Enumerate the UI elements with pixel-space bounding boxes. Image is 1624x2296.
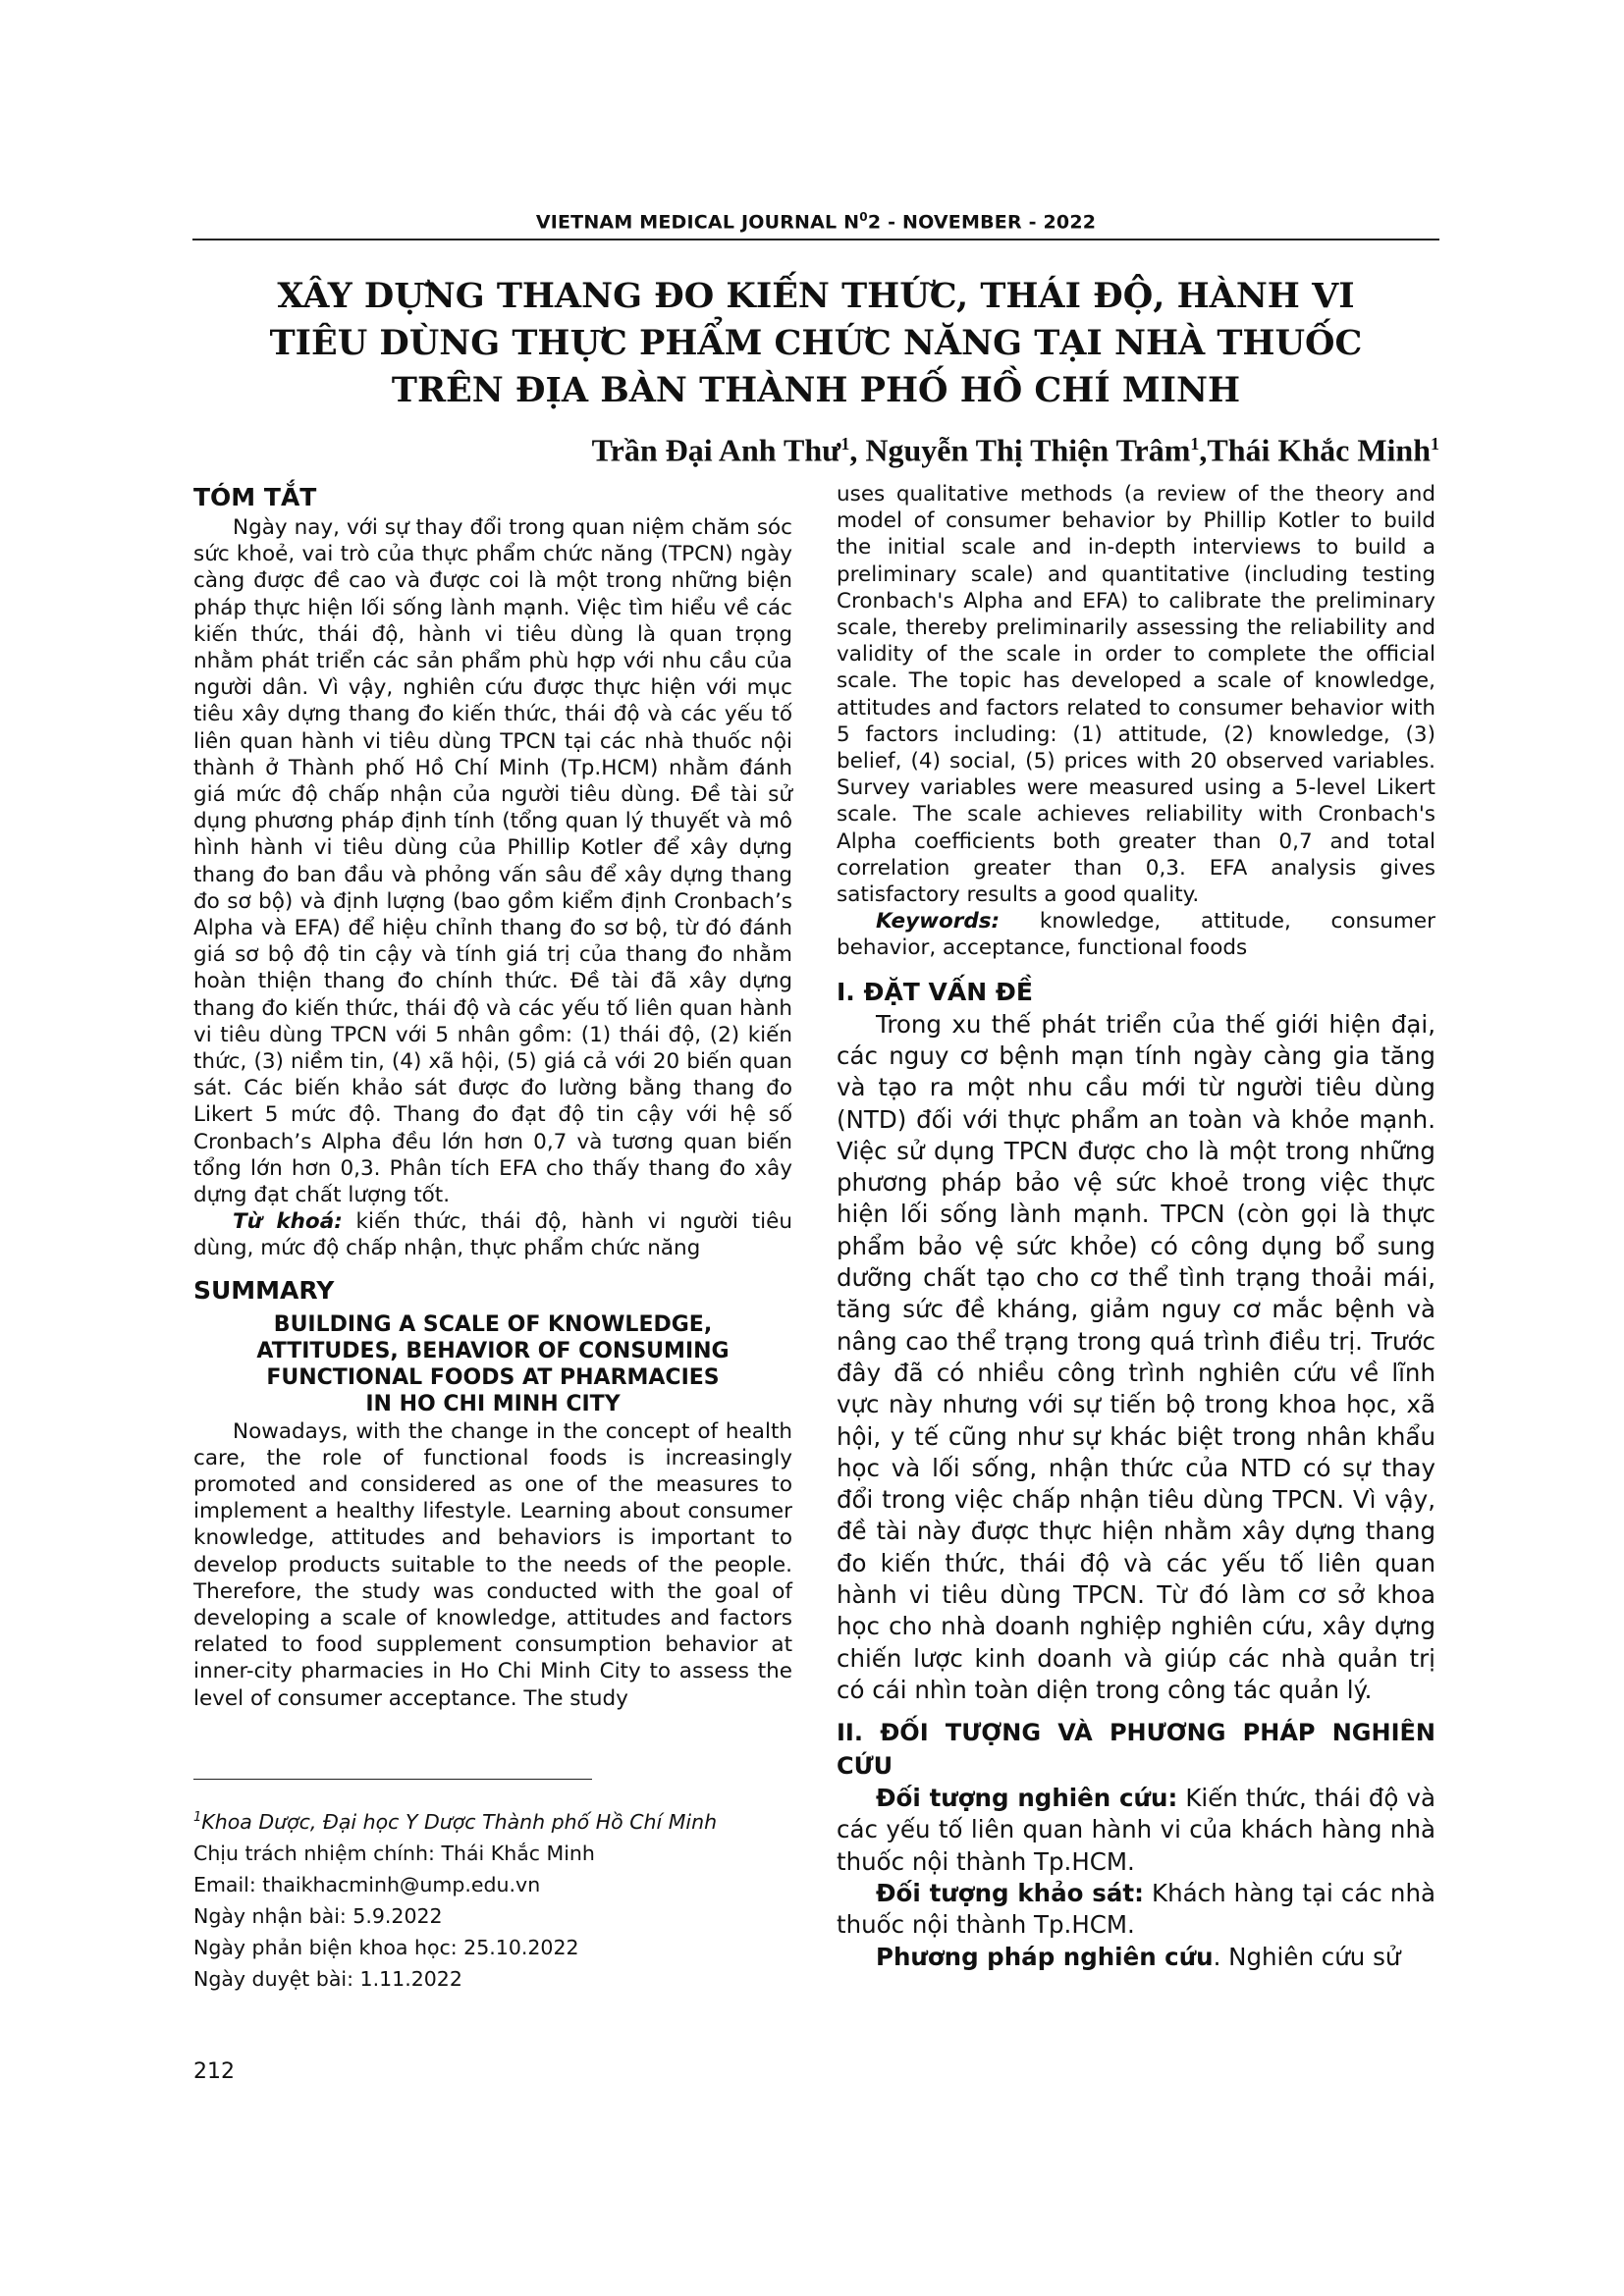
section-1-body: Trong xu thế phát triển của thế giới hiện đại, các nguy cơ bệnh mạn tính ngày càng gia tăng và tạo ra một nhu cầu mới từ người tiêu dùng (NTD) đối với thực phẩm an toàn và khỏe mạnh. Việc sử dụng TPCN được cho là một trong những phương pháp bảo vệ sức khoẻ trong việc thực hiện lối sống lành mạnh. TPCN (còn gọi là thực phẩm bảo vệ sức khỏe) có công dụng bổ sung dưỡng chất tạo cho cơ thể tình trạng thoải mái, tăng sức đề kháng, giảm nguy cơ mắc bệnh và nâng cao thể trạng trong quá trình điều trị. Trước đây đã có nhiều công trình nghiên cứu về lĩnh vực này nhưng với sự tiến bộ trong khoa học, xã hội, y tế cũng như sự khác biệt trong nhân khẩu học và lối sống, nhận thức của NTD có sự thay đổi trong việc chấp nhận tiêu dùng TPCN. Vì vậy, đề tài này được thực hiện nhằm xây dựng thang đo kiến thức, thái độ và các yếu tố liên quan hành vi tiêu dùng TPCN. Từ đó làm cơ sở khoa học cho nhà doanh nghiệp nghiên cứu, xây dựng chiến lược kinh doanh và giúp các nhà quản trị có cái nhìn toàn diện trong công tác quản lý. <box>837 1009 1435 1704</box>
journal-name: VIETNAM MEDICAL JOURNAL N <box>535 211 860 234</box>
section-1-heading: I. ĐẶT VẤN ĐỀ <box>837 977 1033 1006</box>
summary-title <box>193 1311 792 1418</box>
paragraph-label: Phương pháp nghiên cứu <box>876 1942 1214 1971</box>
summary-title-line: IN HO CHI MINH CITY <box>365 1392 621 1417</box>
summary-title-line: ATTITUDES, BEHAVIOR OF CONSUMING <box>256 1338 730 1363</box>
footnote-affiliation <box>193 1802 802 1838</box>
paragraph-label: Đối tượng nghiên cứu: <box>876 1784 1178 1813</box>
abstract-vi-body: Ngày nay, với sự thay đổi trong quan niệm chăm sóc sức khoẻ, vai trò của thực phẩm chức năng (TPCN) ngày càng được đề cao và được coi là một trong những biện pháp thực hiện lối sống lành mạnh. Việc tìm hiểu về các kiến thức, thái độ, hành vi tiêu dùng là quan trọng nhằm phát triển các sản phẩm phù hợp với nhu cầu của người dân. Vì vậy, nghiên cứu được thực hiện với mục tiêu xây dựng thang đo kiến thức, thái độ và các yếu tố liên quan hành vi tiêu dùng TPCN tại các nhà thuốc nội thành ở Thành phố Hồ Chí Minh (Tp.HCM) nhằm đánh giá mức độ chấp nhận của người tiêu dùng. Đề tài sử dụng phương pháp định tính (tổng quan lý thuyết và mô hình hành vi tiêu dùng của Phillip Kotler để xây dựng thang đo ban đầu và phỏng vấn sâu để xây dựng thang đo sơ bộ) và định lượng (bao gồm kiểm định Cronbach’s Alpha và EFA) để hiệu chỉnh thang đo sơ bộ, từ đó đánh giá sơ bộ độ tin cậy và tính giá trị của thang đo nhằm hoàn thiện thang đo chính thức. Đề tài đã xây dựng thang đo kiến thức, thái độ và các yếu tố liên quan hành vi tiêu dùng TPCN với 5 nhân gồm: (1) thái độ, (2) kiến thức, (3) niềm tin, (4) xã hội, (5) giá cả với 20 biến quan sát. Các biến khảo sát được đo lường bằng thang đo Likert 5 mức độ. Thang đo đạt độ tin cậy với hệ số Cronbach’s Alpha đều lớn hơn 0,7 và tương quan biến tổng lớn hơn 0,3. Phân tích EFA cho thấy thang đo xây dựng đạt chất lượng tốt. <box>193 515 792 1208</box>
title-line: TIÊU DÙNG THỰC PHẨM CHỨC NĂNG TẠI NHÀ THUỐC <box>269 323 1363 363</box>
method-paragraph <box>837 1942 1435 1973</box>
paragraph-text: . Nghiên cứu sử <box>1213 1942 1401 1971</box>
abstract-vi-heading: TÓM TẮT <box>193 483 317 511</box>
author-affiliation: 1 <box>1431 434 1439 454</box>
page-number: 212 <box>193 2059 235 2084</box>
issue-superscript: 0 <box>859 210 868 224</box>
running-header <box>192 210 1439 233</box>
survey-subject-paragraph <box>837 1878 1435 1942</box>
keywords-label: Từ khoá: <box>233 1209 343 1235</box>
affiliation-superscript: 1 <box>193 1810 202 1825</box>
summary-keywords <box>837 908 1435 961</box>
abstract-vi-keywords <box>193 1208 792 1261</box>
paragraph-text: Khách hàng tại các nhà thuốc nội thành Tp.HCM. <box>837 1879 1435 1940</box>
study-subject-paragraph <box>837 1783 1435 1878</box>
footnote-responsible: Chịu trách nhiệm chính: Thái Khắc Minh <box>193 1841 595 1865</box>
footnote-received: Ngày nhận bài: 5.9.2022 <box>193 1903 443 1928</box>
summary-body-part1: Nowadays, with the change in the concept of health care, the role of functional foods is increasingly promoted and considered as one of the measures to implement a healthy lifestyle. Learning about consumer knowledge, attitudes and behaviors is important to develop products suitable to the needs of the people. Therefore, the study was conducted with the goal of developing a scale of knowledge, attitudes and factors related to food supplement consumption behavior at inner-city pharmacies in Ho Chi Minh City to assess the level of consumer acceptance. The study <box>193 1418 792 1711</box>
paragraph-text: Kiến thức, thái độ và các yếu tố liên quan hành vi của khách hàng nhà thuốc nội thành Tp.HCM. <box>837 1784 1435 1876</box>
footnote-rule <box>193 1779 592 1780</box>
footnote-accepted: Ngày duyệt bài: 1.11.2022 <box>193 1966 462 1991</box>
footnote-reviewed: Ngày phản biện khoa học: 25.10.2022 <box>193 1935 579 1959</box>
title-line: TRÊN ĐỊA BÀN THÀNH PHỐ HỒ CHÍ MINH <box>391 370 1241 410</box>
summary-body-part2: uses qualitative methods (a review of the theory and model of consumer behavior by Phillip Kotler to build the initial scale and in-depth interviews to build a preliminary scale) and quantitative (including testing Cronbach's Alpha and EFA) to calibrate the preliminary scale, thereby preliminarily assessing the reliability and validity of the scale in order to complete the official scale. The topic has developed a scale of knowledge, attitudes and factors related to consumer behavior with 5 factors including: (1) attitude, (2) knowledge, (3) belief, (4) social, (5) prices with 20 observed variables. Survey variables were measured using a 5-level Likert scale. The scale achieves reliability with Cronbach's Alpha coefficients both greater than 0,7 and total correlation greater than 0,3. EFA analysis gives satisfactory results a good quality. <box>837 482 1435 908</box>
summary-heading: SUMMARY <box>193 1275 335 1305</box>
keywords-text: knowledge, attitude, consumer behavior, acceptance, functional foods <box>837 909 1435 961</box>
paragraph-label: Đối tượng khảo sát: <box>876 1879 1144 1908</box>
footnotes <box>193 1802 802 1995</box>
author-name: Trần Đại Anh Thư <box>591 432 841 468</box>
issue-date: 2 - NOVEMBER - 2022 <box>867 211 1097 234</box>
author-list <box>192 424 1439 470</box>
right-column <box>837 481 1435 1973</box>
article-title <box>192 273 1439 414</box>
header-rule <box>192 239 1439 240</box>
author-name: Thái Khắc Minh <box>1207 432 1431 468</box>
author-separator: , <box>849 432 866 468</box>
keywords-label: Keywords: <box>876 909 1001 934</box>
summary-title-line: BUILDING A SCALE OF KNOWLEDGE, <box>273 1311 713 1337</box>
summary-title-line: FUNCTIONAL FOODS AT PHARMACIES <box>266 1365 720 1391</box>
footnote-email: Email: thaikhacminh@ump.edu.vn <box>193 1872 541 1896</box>
author-affiliation: 1 <box>840 434 850 454</box>
left-column <box>193 481 792 1712</box>
title-line: XÂY DỰNG THANG ĐO KIẾN THỨC, THÁI ĐỘ, HÀNH VI <box>277 276 1355 316</box>
author-name: Nguyễn Thị Thiện Trâm <box>865 432 1191 468</box>
affiliation-text: Khoa Dược, Đại học Y Dược Thành phố Hồ Chí Minh <box>201 1809 718 1834</box>
section-2-heading: II. ĐỐI TƯỢNG VÀ PHƯƠNG PHÁP NGHIÊN CỨU <box>837 1719 1435 1781</box>
author-separator: , <box>1199 432 1208 468</box>
author-affiliation: 1 <box>1190 434 1200 454</box>
keywords-text: kiến thức, thái độ, hành vi người tiêu dùng, mức độ chấp nhận, thực phẩm chức năng <box>193 1209 792 1261</box>
